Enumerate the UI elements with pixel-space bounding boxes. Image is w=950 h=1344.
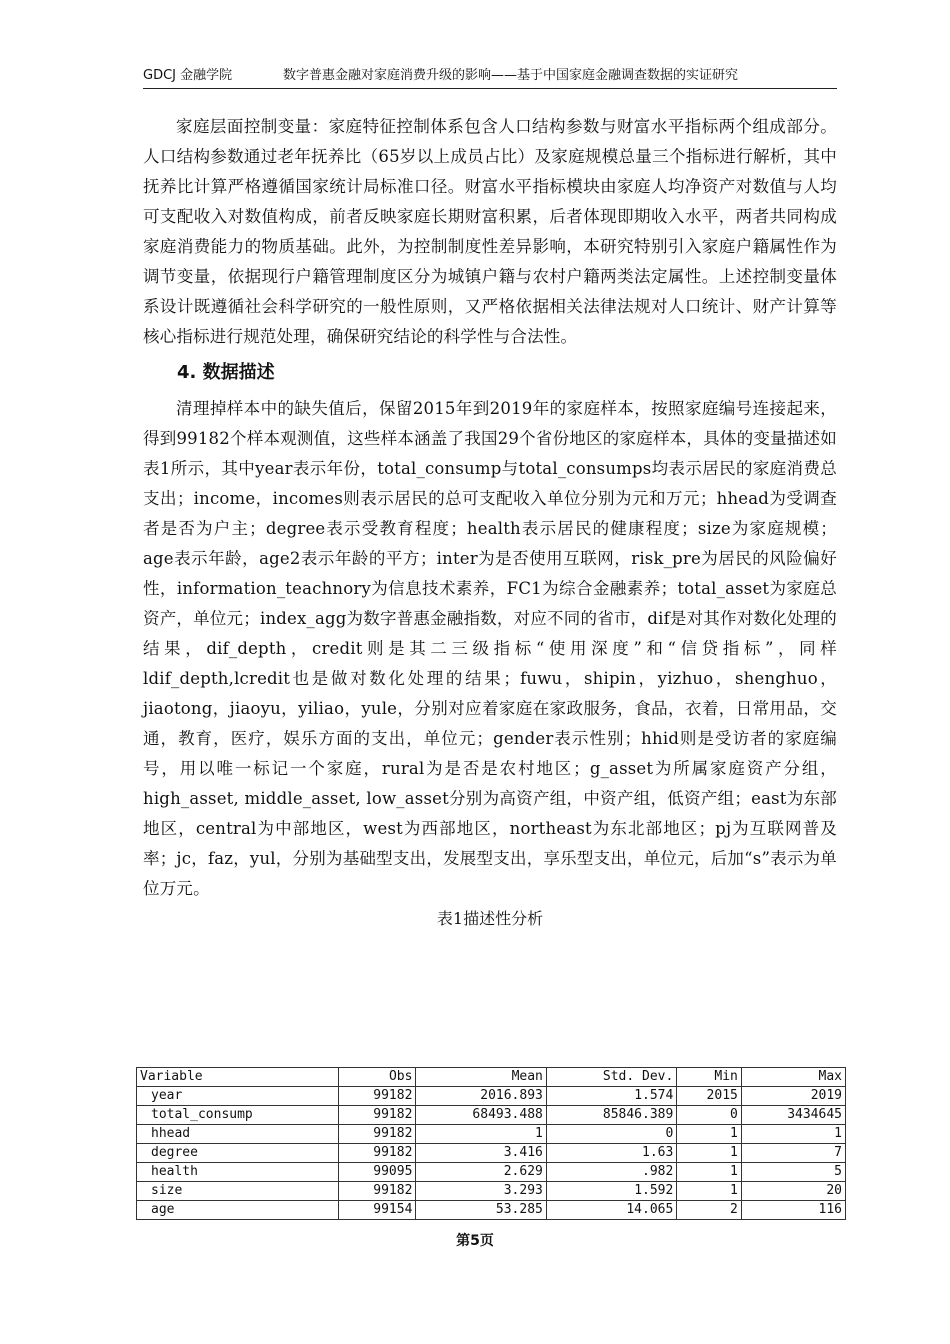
table-row [137,1201,846,1220]
cell-obs: 99182 [338,1144,416,1163]
paragraph-data-description: 清理掉样本中的缺失值后，保留2015年到2019年的家庭样本，按照家庭编号连接起来，得到99182个样本观测值，这些样本涵盖了我国29个省份地区的家庭样本，具体的变量描述如表1所示，其中year表示年份，total_consump与total_consumps均表示居民的家庭消费总支出；income，incomes则表示居民的总可支配收入单位分别为元和万元；hhead为受调查者是否为户主；degree表示受教育程度；health表示居民的健康程度；size为家庭规模；age表示年龄，age2表示年龄的平方；inter为是否使用互联网，risk_pre为居民的风险偏好性，information_teachnory为信息技术素养，FC1为综合金融素养；total_asset为家庭总资产，单位元；index_agg为数字普惠金融指数，对应不同的省市，dif是对其作对数化处理的结果，dif_depth，credit则是其二三级指标“使用深度”和“信贷指标”，同样ldif_depth,lcredit也是做对数化处理的结果；fuwu，shipin，yizhuo，shenghuo，jiaotong，jiaoyu，yiliao，yule，分别对应着家庭在家政服务，食品，衣着，日常用品，交通，教育，医疗，娱乐方面的支出，单位元；gender表示性别；hhid则是受访者的家庭编号，用以唯一标记一个家庭，rural为是否是农村地区；g_asset为所属家庭资产分组，high_asset, middle_asset, low_asset分别为高资产组，中资产组，低资产组；east为东部地区，central为中部地区，west为西部地区，northeast为东北部地区；pj为互联网普及率；jc，faz，yul，分别为基础型支出，发展型支出，享乐型支出，单位元，后加“s”表示为单位万元。 [143,399,837,898]
table-row [137,1087,846,1106]
cell-variable: size [137,1182,339,1201]
col-header-std: Std. Dev. [546,1068,676,1087]
page-header [143,66,837,89]
table-header-row [137,1068,846,1087]
cell-std: 1.592 [546,1182,676,1201]
cell-max: 116 [741,1201,845,1220]
section-title: 4. 数据描述 [177,362,275,383]
table-row [137,1106,846,1125]
paragraph-control-variables: 家庭层面控制变量：家庭特征控制体系包含人口结构参数与财富水平指标两个组成部分。人口结构参数通过老年抚养比（65岁以上成员占比）及家庭规模总量三个指标进行解析，其中抚养比计算严格遵循国家统计局标准口径。财富水平指标模块由家庭人均净资产对数值与人均可支配收入对数值构成，前者反映家庭长期财富积累，后者体现即期收入水平，两者共同构成家庭消费能力的物质基础。此外，为控制制度性差异影响，本研究特别引入家庭户籍属性作为调节变量，依据现行户籍管理制度区分为城镇户籍与农村户籍两类法定属性。上述控制变量体系设计既遵循社会科学研究的一般性原则，又严格依据相关法律法规对人口统计、财产计算等核心指标进行规范处理，确保研究结论的科学性与合法性。 [143,117,837,346]
col-header-mean: Mean [416,1068,546,1087]
main-content [143,112,837,932]
descriptive-stats-table [136,1067,846,1220]
cell-max: 3434645 [741,1106,845,1125]
col-header-max: Max [741,1068,845,1087]
table-row [137,1125,846,1144]
cell-obs: 99182 [338,1106,416,1125]
cell-mean: 3.416 [416,1144,546,1163]
cell-std: 14.065 [546,1201,676,1220]
page-number: 第5页 [456,1233,494,1249]
cell-variable: year [137,1087,339,1106]
cell-std: .982 [546,1163,676,1182]
cell-obs: 99095 [338,1163,416,1182]
cell-min: 1 [677,1182,742,1201]
cell-mean: 53.285 [416,1201,546,1220]
cell-variable: age [137,1201,339,1220]
table-row [137,1182,846,1201]
col-header-obs: Obs [338,1068,416,1087]
cell-variable: total_consump [137,1106,339,1125]
table-caption: 表1描述性分析 [436,909,544,928]
table-row [137,1163,846,1182]
cell-variable: hhead [137,1125,339,1144]
cell-min: 0 [677,1106,742,1125]
cell-mean: 3.293 [416,1182,546,1201]
cell-min: 1 [677,1125,742,1144]
cell-std: 1.574 [546,1087,676,1106]
cell-obs: 99182 [338,1087,416,1106]
cell-std: 1.63 [546,1144,676,1163]
table-row [137,1144,846,1163]
cell-max: 20 [741,1182,845,1201]
cell-min: 2015 [677,1087,742,1106]
cell-max: 5 [741,1163,845,1182]
col-header-min: Min [677,1068,742,1087]
cell-variable: health [137,1163,339,1182]
cell-obs: 99154 [338,1201,416,1220]
cell-max: 1 [741,1125,845,1144]
cell-mean: 2.629 [416,1163,546,1182]
cell-mean: 1 [416,1125,546,1144]
cell-mean: 2016.893 [416,1087,546,1106]
cell-min: 1 [677,1163,742,1182]
cell-max: 7 [741,1144,845,1163]
cell-obs: 99182 [338,1125,416,1144]
cell-obs: 99182 [338,1182,416,1201]
cell-min: 2 [677,1201,742,1220]
cell-variable: degree [137,1144,339,1163]
cell-min: 1 [677,1144,742,1163]
cell-std: 0 [546,1125,676,1144]
cell-std: 85846.389 [546,1106,676,1125]
header-paper-title: 数字普惠金融对家庭消费升级的影响——基于中国家庭金融调查数据的实证研究 [283,68,739,83]
header-institution: GDCJ 金融学院 [143,68,233,83]
cell-max: 2019 [741,1087,845,1106]
col-header-variable: Variable [137,1068,339,1087]
cell-mean: 68493.488 [416,1106,546,1125]
